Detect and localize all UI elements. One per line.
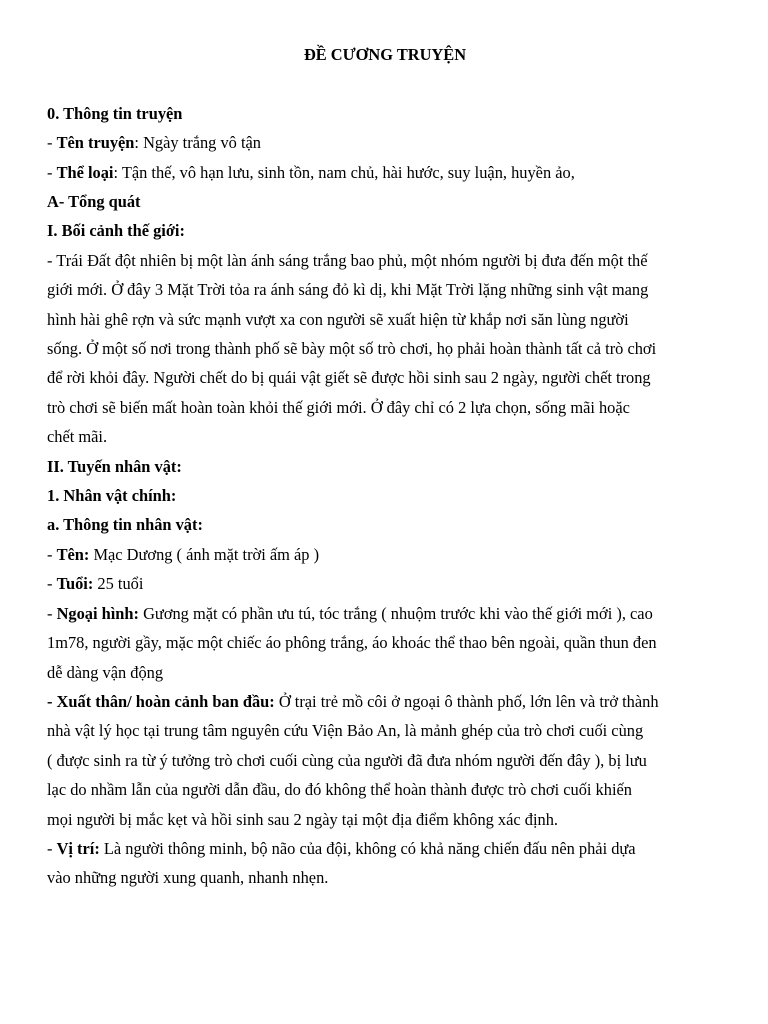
genre-line (47, 158, 723, 187)
appearance-label: Ngoại hình: (56, 603, 139, 623)
paragraph-line: mọi người bị mắc kẹt và hồi sinh sau 2 ngày tại một địa điểm không xác định. (47, 809, 559, 829)
paragraph-line: 1m78, người gầy, mặc một chiếc áo phông trắng, áo khoác thể thao bên ngoài, quần thun đen (47, 633, 657, 653)
paragraph-line: - Trái Đất đột nhiên bị một làn ánh sáng trắng bao phủ, một nhóm người bị đưa đến một thế (47, 250, 648, 270)
paragraph-line: vào những người xung quanh, nhanh nhẹn. (47, 868, 329, 888)
story-name-value: Ngày trắng vô tận (143, 133, 261, 153)
paragraph-line: sống. Ở một số nơi trong thành phố sẽ bày một số trò chơi, họ phải hoàn thành tất cả trò chơi (47, 339, 657, 359)
paragraph-line: giới mới. Ở đây 3 Mặt Trời tỏa ra ánh sáng đỏ kì dị, khi Mặt Trời lặng những sinh vật mang (47, 280, 649, 300)
paragraph-line: nhà vật lý học tại trung tâm nguyên cứu Viện Bảo An, là mảnh ghép của trò chơi cuối cùng (47, 721, 644, 741)
story-name-line (47, 128, 723, 157)
age-line (47, 569, 723, 598)
section-i-heading: I. Bối cảnh thế giới: (47, 221, 185, 241)
bullet-prefix: - (47, 544, 57, 564)
origin-label: - Xuất thân/ hoàn cảnh ban đầu: (47, 691, 275, 711)
name-label: Tên: (56, 544, 90, 564)
main-character-heading: 1. Nhân vật chính: (47, 486, 177, 506)
name-line (47, 540, 723, 569)
paragraph-line: chết mãi. (47, 427, 108, 447)
bullet-prefix: - (47, 162, 57, 182)
section-a-heading: A- Tổng quát (47, 192, 141, 212)
role-label: Vị trí: (56, 838, 100, 858)
bullet-prefix: - (47, 133, 57, 153)
age-label: Tuổi: (56, 574, 94, 594)
paragraph-line: để rời khỏi đây. Người chết do bị quái vật giết sẽ được hồi sinh sau 2 ngày, người chết trong (47, 368, 651, 388)
paragraph-line: ( được sinh ra từ ý tưởng trò chơi cuối cùng của người đã đưa nhóm người đến đây ), bị lưu (47, 750, 647, 770)
name-value: Mạc Dương ( ánh mặt trời ấm áp ) (89, 544, 320, 564)
genre-label: Thể loại (56, 162, 114, 182)
section-ii-heading: II. Tuyến nhân vật: (47, 456, 182, 476)
paragraph-line (47, 834, 723, 863)
paragraph-line: trò chơi sẽ biến mất hoàn toàn khỏi thế giới mới. Ở đây chỉ có 2 lựa chọn, sống mãi hoặc (47, 397, 630, 417)
appearance-value: Gương mặt có phần ưu tú, tóc trắng ( nhuộm trước khi vào thế giới mới ), cao (139, 603, 653, 623)
paragraph-line: lạc do nhầm lẫn của người dẫn đầu, do đó không thể hoàn thành được trò chơi cuối khiến (47, 780, 632, 800)
bullet-prefix: - (47, 574, 57, 594)
paragraph-line: hình hài ghê rợn và sức mạnh vượt xa con người sẽ xuất hiện từ khắp nơi săn lùng người (47, 309, 629, 329)
age-value: 25 tuổi (93, 574, 144, 594)
appearance-paragraph (47, 599, 723, 687)
document-title: ĐỀ CƯƠNG TRUYỆN (303, 45, 467, 64)
origin-value: Ở trại trẻ mồ côi ở ngoại ô thành phố, lớn lên và trở thành (274, 691, 659, 711)
paragraph-line (47, 687, 723, 716)
separator: : (113, 162, 122, 182)
document-page (47, 40, 723, 893)
world-setting-paragraph (47, 246, 723, 452)
bullet-prefix: - (47, 603, 57, 623)
role-value: Là người thông minh, bộ não của đội, không có khả năng chiến đấu nên phải dựa (99, 838, 636, 858)
separator: : (134, 133, 144, 153)
role-paragraph (47, 834, 723, 893)
character-info-heading: a. Thông tin nhân vật: (47, 515, 203, 535)
section-0-heading: 0. Thông tin truyện (47, 103, 183, 123)
genre-value: Tận thế, vô hạn lưu, sinh tồn, nam chủ, hài hước, suy luận, huyền ảo, (121, 162, 575, 182)
bullet-prefix: - (47, 838, 57, 858)
paragraph-line (47, 599, 723, 628)
story-name-label: Tên truyện (56, 133, 135, 153)
origin-paragraph (47, 687, 723, 834)
paragraph-line: dễ dàng vận động (47, 662, 164, 682)
